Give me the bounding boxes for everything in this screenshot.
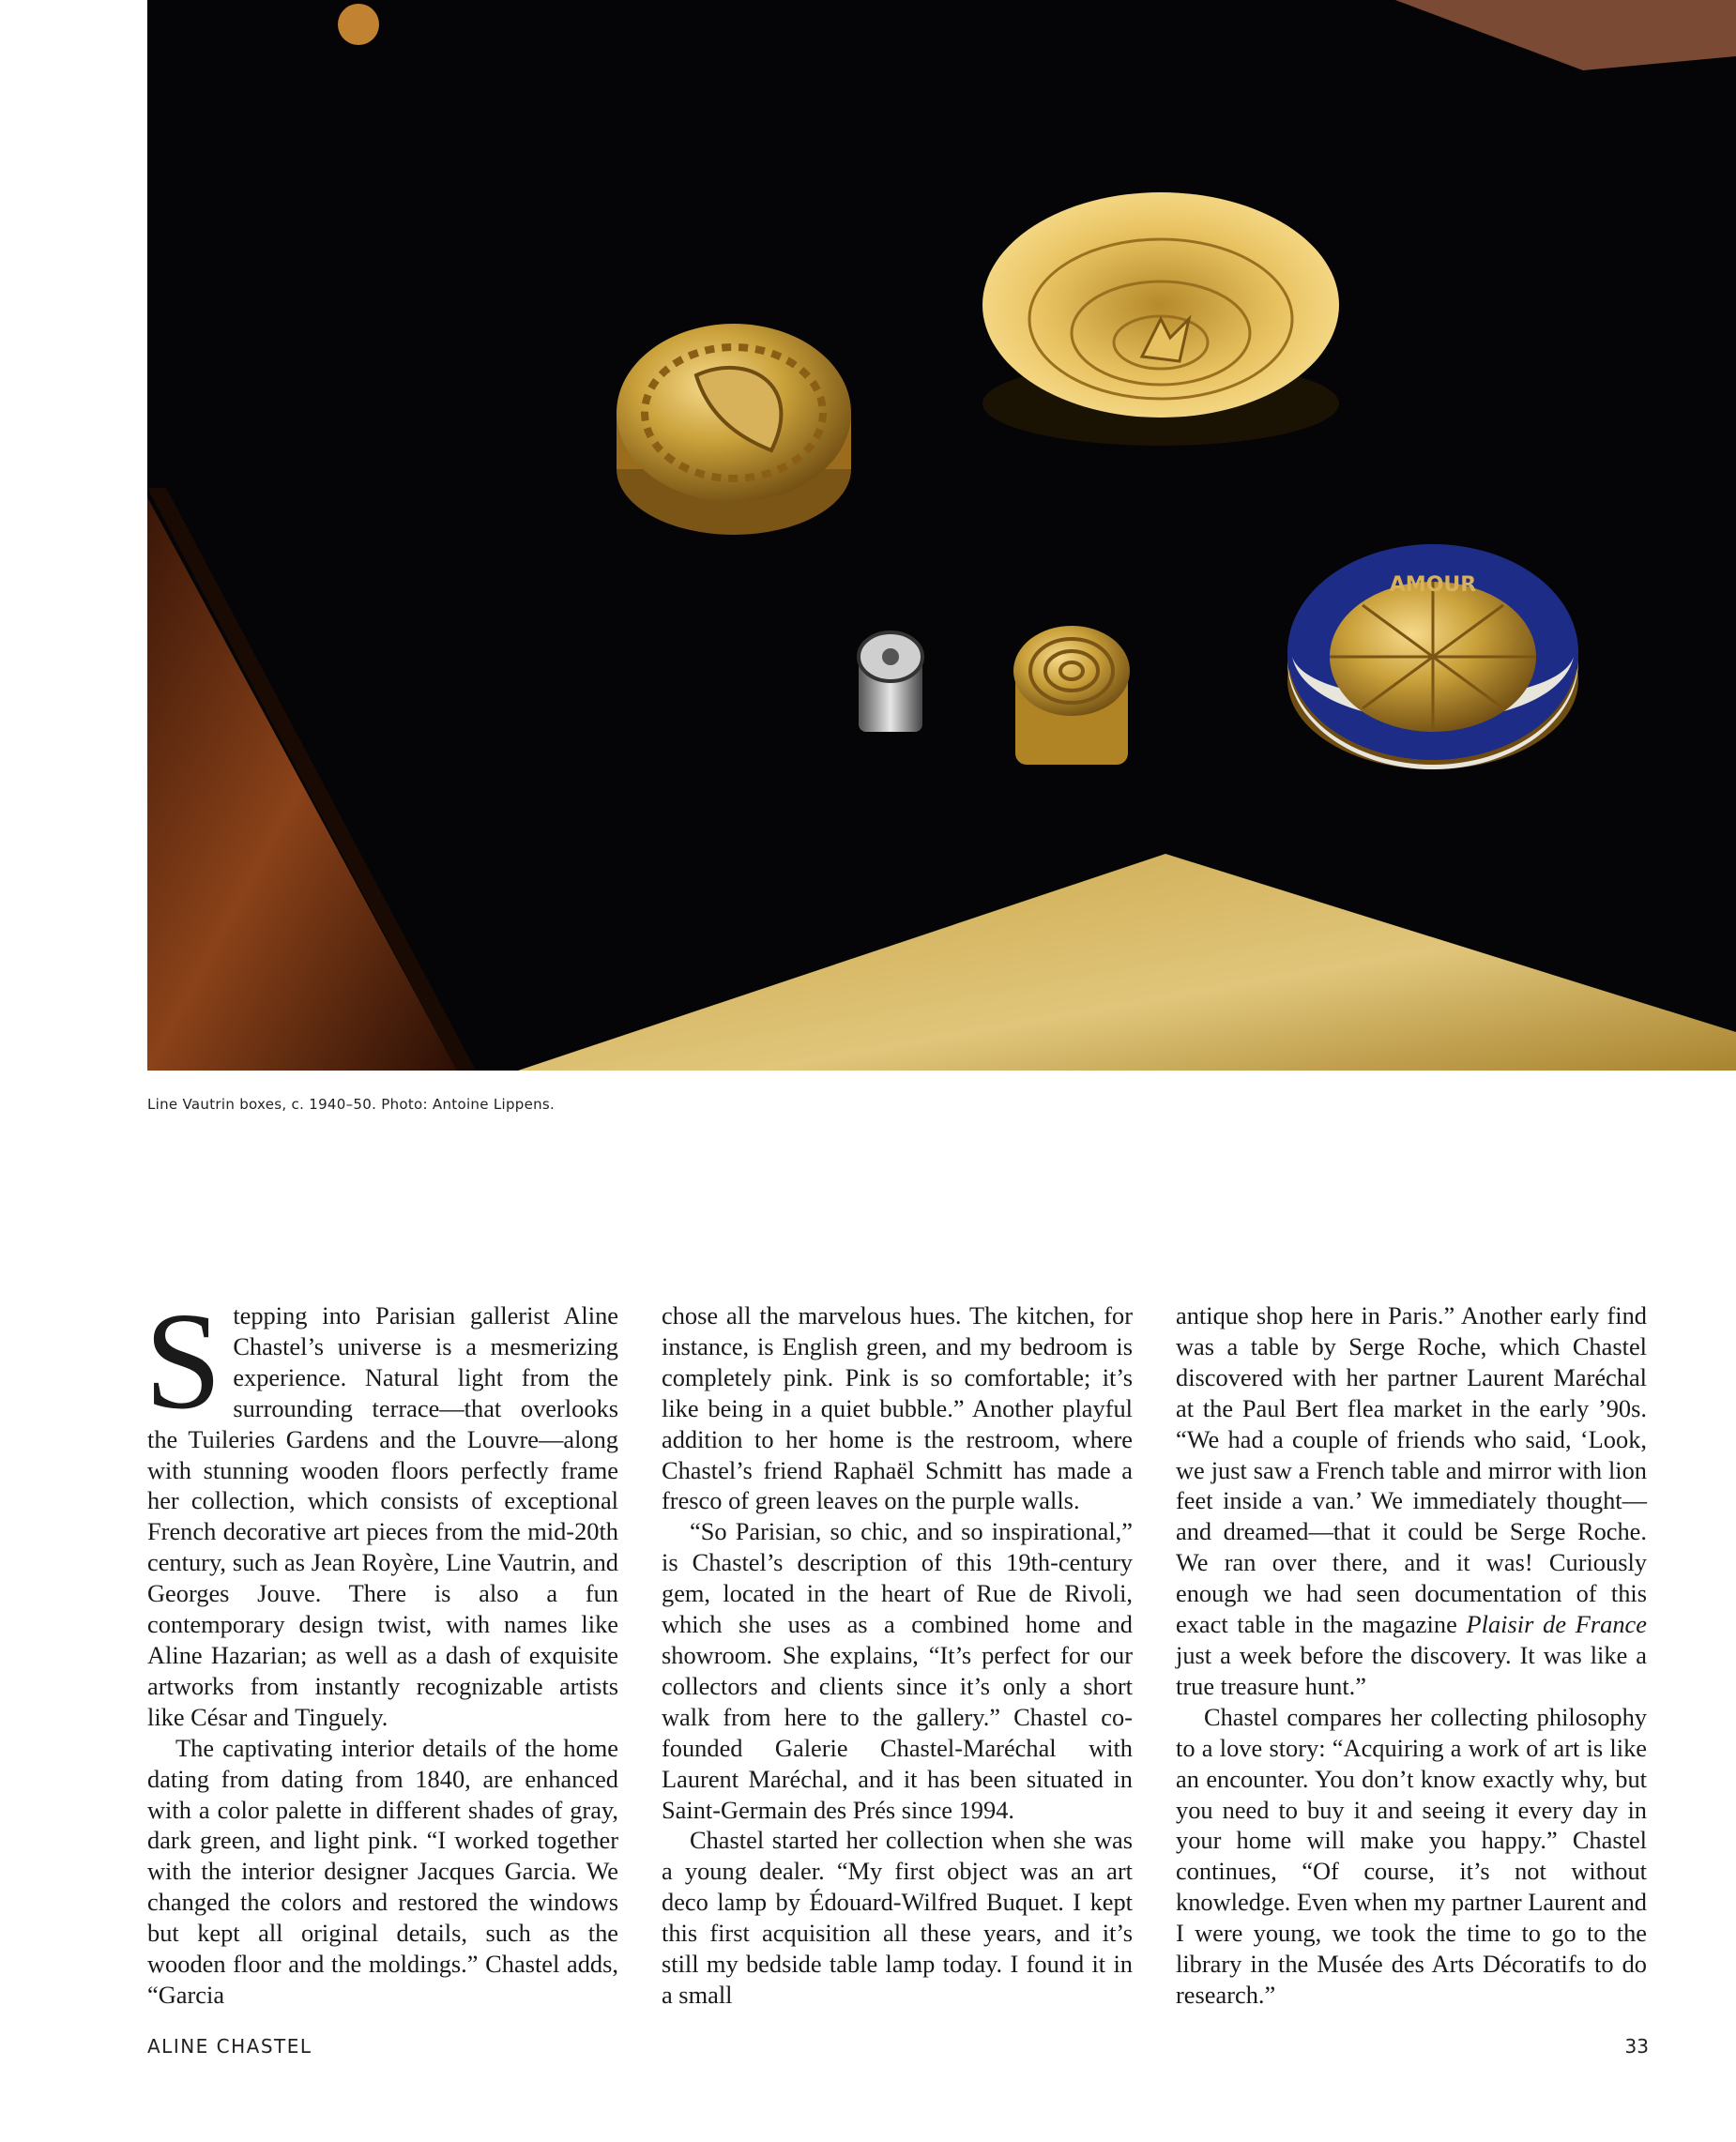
heart-box: [617, 324, 851, 535]
page-number: 33: [1624, 2035, 1649, 2058]
paragraph-7: Chastel compares her collecting philosophy to a love story: “Acquiring a work of art is like an encounter. You don’t know exactly why, but you need to buy it and seeing it every day in your home will make you happy.” Chastel continues, “Of course, it’s not without knowledge. Even when my partner Laurent and I were young, we took the time to go to the library in the Musée des Arts Décoratifs to do research.”: [1176, 1702, 1647, 2009]
article-column-1: [145, 1284, 618, 2011]
amour-box: [1287, 544, 1578, 769]
running-head: ALINE CHASTEL: [147, 2035, 312, 2058]
lamp-glow: [338, 4, 379, 45]
paragraph-6: antique shop here in Paris.” Another early find was a table by Serge Roche, which Chastel discovered with her partner Laurent Maréchal at the Paul Bert flea market in the early ’90s. “We had a couple of friends who said, ‘Look, we just saw a French table and mirror with lion feet inside a van.’ We immediately thought—and dreamed—that it could be Serge Roche. We ran over there, and it was! Curiously enough we had seen documentation of this exact table in the magazine Plaisir de France just a week before the discovery. It was like a true treasure hunt.”: [1176, 1301, 1647, 1700]
amour-inscription: AMOUR: [1389, 573, 1477, 597]
paragraph-5: Chastel started her collection when she was a young dealer. “My first object was an art deco lamp by Édouard-Wilfred Buquet. I kept this first acquisition all these years, and it’s still my bedside table lamp today. I found it in a small: [662, 1826, 1133, 2009]
photo-caption: Line Vautrin boxes, c. 1940–50. Photo: Antoine Lippens.: [147, 1096, 556, 1113]
paragraph-4: “So Parisian, so chic, and so inspirational,” is Chastel’s description of this 19th-century gem, located in the heart of Rue de Rivoli, which she uses as a combined home and showroom. She explains, “It’s perfect for our collectors and clients since it’s only a short walk from here to the gallery.” Chastel co-founded Galerie Chastel-Maréchal with Laurent Maréchal, and it has been situated in Saint-Germain des Prés since 1994.: [662, 1517, 1133, 1824]
hero-photo: [147, 0, 1736, 1071]
article-column-3: [1176, 1300, 1647, 2011]
labyrinth-box: [1013, 626, 1130, 765]
drop-cap: S: [145, 1284, 222, 1438]
gold-bowl: [982, 192, 1339, 446]
line-vautrin-boxes-image: [147, 0, 1736, 1071]
magazine-title: Plaisir de France: [1466, 1610, 1647, 1639]
silver-box: [859, 632, 922, 732]
article-column-2: [662, 1300, 1133, 2011]
paragraph-3: chose all the marvelous hues. The kitchen, for instance, is English green, and my bedroom is completely pink. Pink is so comfortable; it’s like being in a quiet bubble.” Another playful addition to her home is the restroom, where Chastel’s friend Raphaël Schmitt has made a fresco of green leaves on the purple walls.: [662, 1301, 1133, 1515]
paragraph-2: The captivating interior details of the home dating from dating from 1840, are enhanced with a color palette in different shades of gray, dark green, and light pink. “I worked together with the interior designer Jacques Garcia. We changed the colors and restored the windows but kept all original details, such as the wooden floor and the moldings.” Chastel adds, “Garcia: [147, 1733, 618, 2009]
paragraph-1: Stepping into Parisian gallerist Aline Chastel’s universe is a mesmerizing experience. Natural light from the surrounding terrace—that overlooks the Tuileries Gardens and the Louvre—along with stunning wooden floors perfectly frame her collection, which consists of exceptional French decorative art pieces from the mid-20th century, such as Jean Royère, Line Vautrin, and Georges Jouve. There is also a fun contemporary design twist, with names like Aline Hazarian; as well as a dash of exquisite artworks from instantly recognizable artists like César and Tinguely.: [145, 1284, 618, 1731]
